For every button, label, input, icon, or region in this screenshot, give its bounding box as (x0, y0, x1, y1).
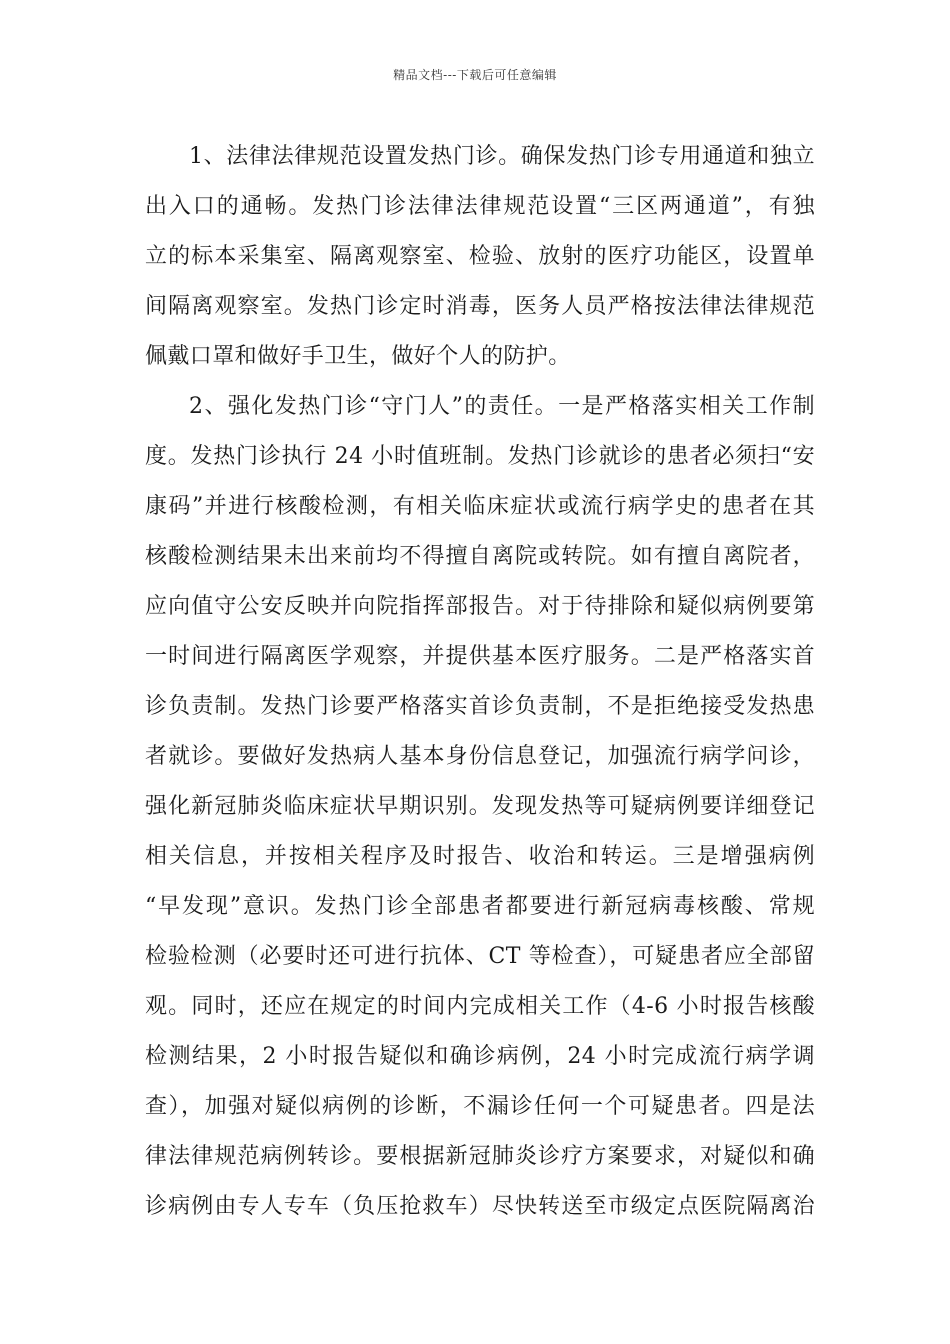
text-line: 律法律规范病例转诊。要根据新冠肺炎诊疗方案要求，对疑似和确 (145, 1144, 815, 1169)
text-line: 诊负责制。发热门诊要严格落实首诊负责制，不是拒绝接受发热患 (145, 694, 815, 719)
text-line: 一时间进行隔离医学观察，并提供基本医疗服务。二是严格落实首 (145, 644, 815, 669)
document-body (145, 132, 815, 1232)
text-line: 1、法律法律规范设置发热门诊。确保发热门诊专用通道和独立 (189, 144, 815, 169)
text-line: 2、强化发热门诊“守门人”的责任。一是严格落实相关工作制 (189, 394, 815, 419)
text-line: 间隔离观察室。发热门诊定时消毒，医务人员严格按法律法律规范 (145, 294, 815, 319)
text-line: 查），加强对疑似病例的诊断，不漏诊任何一个可疑患者。四是法 (145, 1094, 815, 1119)
text-line: 立的标本采集室、隔离观察室、检验、放射的医疗功能区，设置单 (145, 244, 815, 269)
text-line: 强化新冠肺炎临床症状早期识别。发现发热等可疑病例要详细登记 (145, 794, 815, 819)
page-header: 精品文档---下载后可任意编辑 (393, 68, 557, 82)
text-line: 应向值守公安反映并向院指挥部报告。对于待排除和疑似病例要第 (145, 594, 815, 619)
text-line: 相关信息，并按相关程序及时报告、收治和转运。三是增强病例 (145, 844, 815, 869)
text-line: “早发现”意识。发热门诊全部患者都要进行新冠病毒核酸、常规 (145, 894, 815, 919)
text-line: 度。发热门诊执行 24 小时值班制。发热门诊就诊的患者必须扫“安 (145, 444, 815, 469)
text-line: 康码”并进行核酸检测，有相关临床症状或流行病学史的患者在其 (145, 494, 815, 519)
text-line: 佩戴口罩和做好手卫生，做好个人的防护。 (145, 344, 571, 369)
text-line: 观。同时，还应在规定的时间内完成相关工作（4-6 小时报告核酸 (145, 994, 815, 1019)
text-line: 诊病例由专人专车（负压抢救车）尽快转送至市级定点医院隔离治 (145, 1194, 815, 1219)
text-line: 检测结果，2 小时报告疑似和确诊病例，24 小时完成流行病学调 (145, 1044, 815, 1069)
text-line: 检验检测（必要时还可进行抗体、CT 等检查），可疑患者应全部留 (145, 944, 815, 969)
text-line: 者就诊。要做好发热病人基本身份信息登记，加强流行病学问诊， (145, 744, 815, 769)
text-line: 核酸检测结果未出来前均不得擅自离院或转院。如有擅自离院者， (145, 544, 815, 569)
text-line: 出入口的通畅。发热门诊法律法律规范设置“三区两通道”，有独 (145, 194, 815, 219)
